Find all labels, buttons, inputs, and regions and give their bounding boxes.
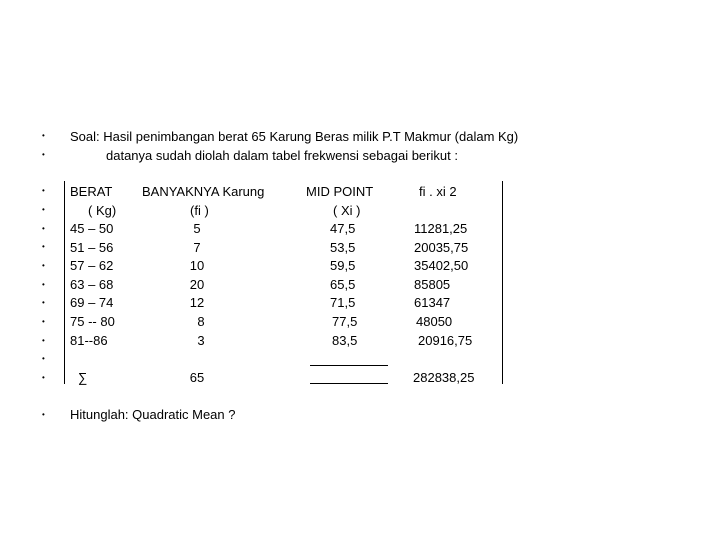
total-fi: 65	[189, 370, 205, 385]
bullet-icon: •	[42, 373, 45, 382]
table-divider-right	[502, 181, 503, 384]
table-divider-mid-top	[310, 365, 388, 366]
cell-fixi2: 48050	[416, 314, 453, 329]
cell-fixi2: 35402,50	[414, 258, 469, 273]
header-fi: (fi )	[190, 203, 209, 218]
cell-fixi2: 20916,75	[418, 333, 473, 348]
bullet-icon: •	[42, 186, 45, 195]
cell-xi: 83,5	[332, 333, 358, 348]
total-fixi2: 282838,25	[413, 370, 475, 385]
cell-berat: 75 -- 80	[70, 314, 115, 329]
header-fixi2: fi . xi 2	[419, 184, 457, 199]
cell-xi: 71,5	[330, 295, 356, 310]
header-berat: BERAT	[70, 184, 113, 199]
bullet-icon: •	[42, 410, 45, 419]
cell-berat: 63 – 68	[70, 277, 114, 292]
header-xi: ( Xi )	[333, 203, 361, 218]
cell-fi: 10	[189, 258, 205, 273]
table-divider-left	[64, 181, 65, 384]
bullet-icon: •	[42, 261, 45, 270]
cell-fi: 12	[189, 295, 205, 310]
header-banyaknya: BANYAKNYA Karung	[142, 184, 265, 199]
cell-fi: 8	[197, 314, 205, 329]
bullet-icon: •	[42, 280, 45, 289]
cell-fixi2: 85805	[414, 277, 451, 292]
bullet-icon: •	[42, 317, 45, 326]
cell-fi: 5	[193, 221, 201, 236]
bullet-icon: •	[42, 354, 45, 363]
question-text: Hitunglah: Quadratic Mean ?	[70, 407, 236, 422]
bullet-icon: •	[42, 336, 45, 345]
sum-icon: ∑	[78, 370, 88, 385]
header-midpoint: MID POINT	[306, 184, 374, 199]
table-divider-mid-bottom	[310, 383, 388, 384]
cell-fi: 3	[197, 333, 205, 348]
cell-berat: 51 – 56	[70, 240, 114, 255]
bullet-icon: •	[42, 298, 45, 307]
cell-berat: 69 – 74	[70, 295, 114, 310]
cell-berat: 81--86	[70, 333, 108, 348]
problem-statement-line2: datanya sudah diolah dalam tabel frekwensi sebagai berikut :	[106, 148, 458, 163]
header-berat-unit: ( Kg)	[88, 203, 117, 218]
bullet-icon: •	[42, 242, 45, 251]
cell-fixi2: 11281,25	[414, 221, 468, 236]
cell-berat: 45 – 50	[70, 221, 114, 236]
cell-fixi2: 61347	[414, 295, 451, 310]
cell-xi: 59,5	[330, 258, 356, 273]
bullet-icon: •	[42, 224, 45, 233]
cell-fi: 7	[193, 240, 201, 255]
cell-berat: 57 – 62	[70, 258, 114, 273]
cell-fi: 20	[189, 277, 205, 292]
bullet-icon: •	[42, 150, 45, 159]
cell-xi: 53,5	[330, 240, 356, 255]
bullet-icon: •	[42, 131, 45, 140]
cell-xi: 77,5	[332, 314, 358, 329]
cell-xi: 47,5	[330, 221, 356, 236]
problem-statement-line1: Soal: Hasil penimbangan berat 65 Karung Beras milik P.T Makmur (dalam Kg)	[70, 129, 519, 144]
cell-fixi2: 20035,75	[414, 240, 469, 255]
cell-xi: 65,5	[330, 277, 356, 292]
bullet-icon: •	[42, 205, 45, 214]
